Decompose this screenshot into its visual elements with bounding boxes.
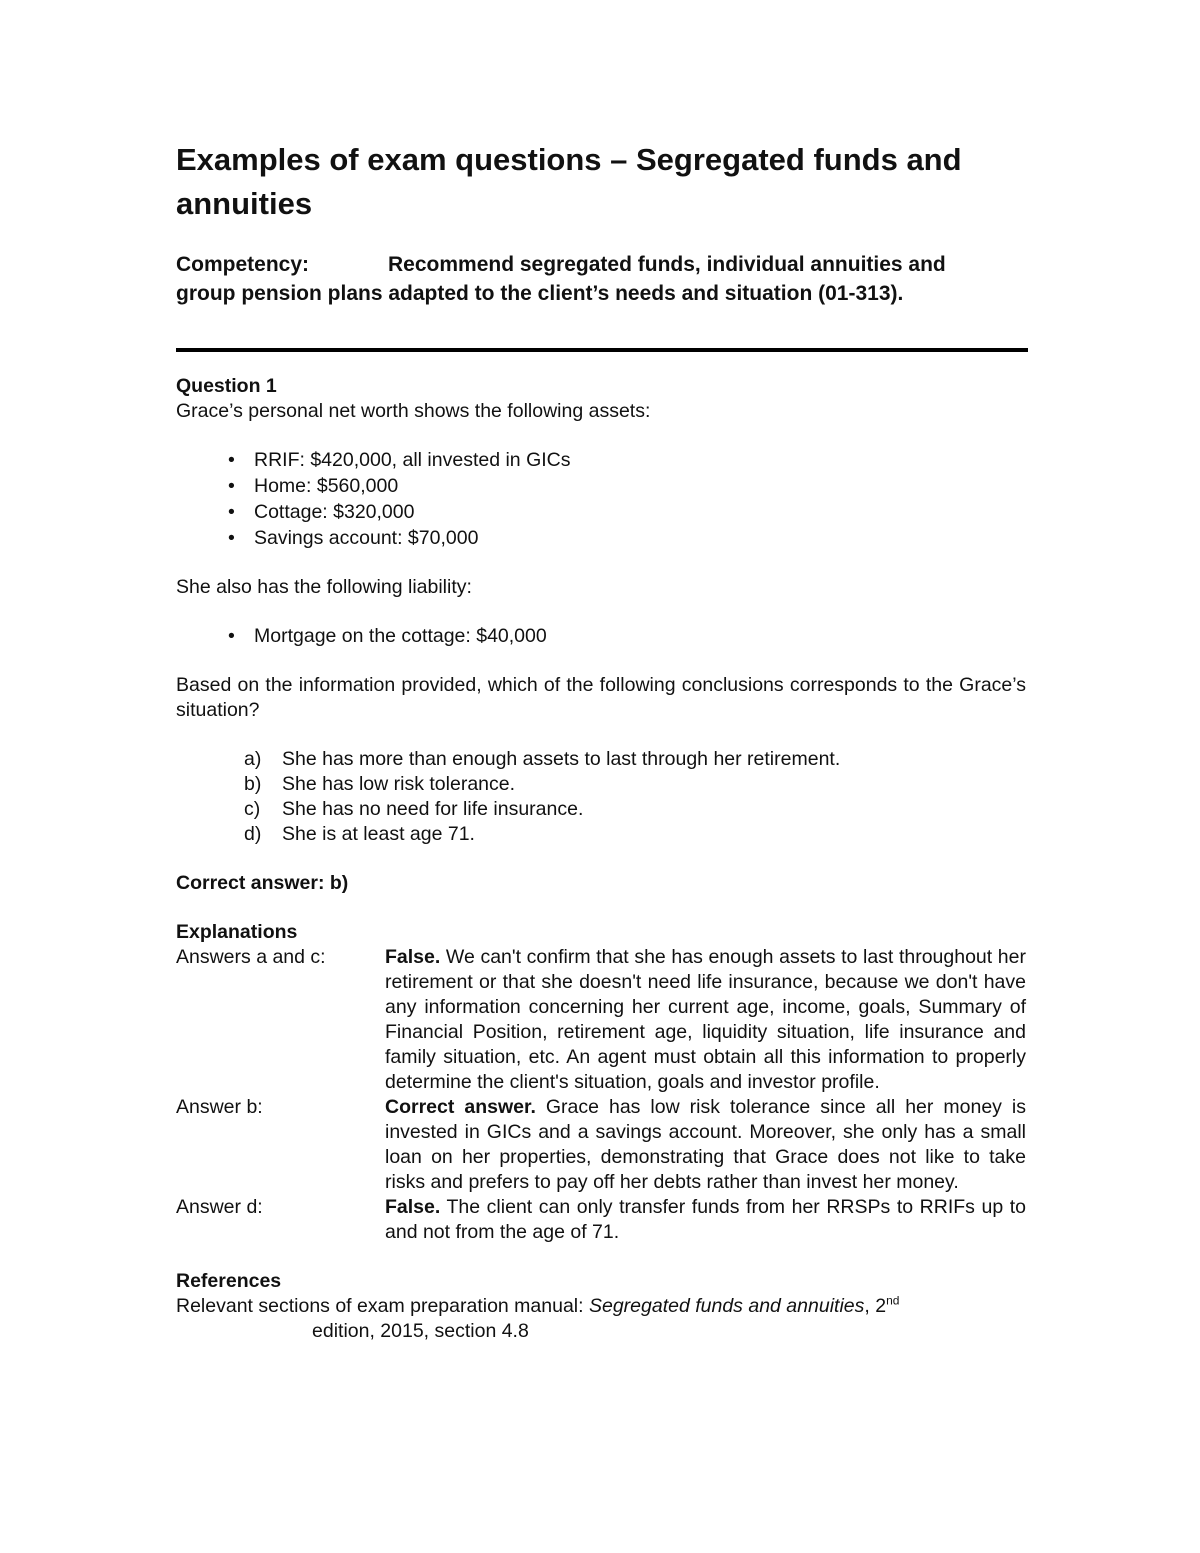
bullet-icon: • — [228, 449, 235, 471]
references-prefix: Relevant sections of exam preparation manual: — [176, 1295, 589, 1317]
explanation-target: Answer b: — [176, 1096, 263, 1118]
option-d — [176, 822, 1026, 847]
option-text: She is at least age 71. — [282, 823, 475, 845]
document-content — [176, 138, 1026, 1344]
competency-text-line-2: group pension plans adapted to the client’s needs and situation (01-313). — [176, 282, 904, 305]
question-prompt: Based on the information provided, which of the following conclusions corresponds to the Grace’s situation? — [176, 674, 1026, 721]
explanation-row — [176, 1095, 1026, 1195]
option-letter: c) — [244, 798, 261, 820]
explanations-heading: Explanations — [176, 921, 298, 943]
option-letter: a) — [244, 748, 262, 770]
references-text — [176, 1294, 1026, 1319]
liability-text: Mortgage on the cottage: $40,000 — [254, 625, 547, 647]
bullet-icon: • — [228, 527, 235, 549]
asset-text: Cottage: $320,000 — [254, 501, 415, 523]
liability-intro: She also has the following liability: — [176, 576, 472, 598]
answer-options — [176, 747, 1026, 847]
competency-text-line-1: Recommend segregated funds, individual annuities and — [388, 253, 946, 276]
section-divider — [176, 348, 1028, 352]
edition-superscript: nd — [886, 1293, 900, 1308]
references-heading: References — [176, 1270, 282, 1292]
question-intro: Grace’s personal net worth shows the following assets: — [176, 400, 651, 422]
asset-text: RRIF: $420,000, all invested in GICs — [254, 449, 571, 471]
competency-label: Competency: — [176, 253, 310, 276]
list-item — [176, 623, 1026, 649]
explanation-text: The client can only transfer funds from her RRSPs to RRIFs up to and not from the age of 71. — [385, 1196, 1026, 1243]
competency-block — [176, 250, 1026, 308]
explanation-body — [385, 945, 1026, 1095]
option-c — [176, 797, 1026, 822]
asset-text: Savings account: $70,000 — [254, 527, 479, 549]
manual-title: Segregated funds and annuities — [588, 1295, 865, 1317]
option-b — [176, 772, 1026, 797]
asset-text: Home: $560,000 — [254, 475, 399, 497]
bullet-icon: • — [228, 501, 235, 523]
option-text: She has more than enough assets to last through her retirement. — [282, 748, 841, 770]
explanation-text: We can't confirm that she has enough assets to last throughout her retirement or that she doesn't need life insurance, because we don't have any information concerning her current age, income, goals, Summary of Financial Position, retirement age, liquidity situation, life insurance and family situation, etc. An agent must obtain all this information to properly determine the client's situation, goals and investor profile. — [385, 946, 1026, 1093]
explanation-row — [176, 1195, 1026, 1245]
correct-answer: Correct answer: b) — [176, 872, 349, 894]
list-item — [176, 447, 1026, 473]
explanation-body — [385, 1095, 1026, 1195]
liabilities-list — [176, 623, 1026, 649]
explanation-row — [176, 945, 1026, 1095]
option-a — [176, 747, 1026, 772]
explanation-verdict: False. — [385, 1196, 441, 1218]
list-item — [176, 473, 1026, 499]
option-letter: d) — [244, 823, 262, 845]
explanation-verdict: Correct answer. — [385, 1096, 536, 1118]
explanation-target: Answers a and c: — [176, 946, 326, 968]
bullet-icon: • — [228, 475, 235, 497]
references-continuation: edition, 2015, section 4.8 — [312, 1320, 529, 1342]
list-item — [176, 525, 1026, 551]
explanation-target: Answer d: — [176, 1196, 263, 1218]
bullet-icon: • — [228, 625, 235, 647]
explanation-text: Grace has low risk tolerance since all her money is invested in GICs and a savings account. Moreover, she only has a small loan on her properties, demonstrating that Grace does not like to take risks and prefers to pay off her debts rather than invest her money. — [385, 1096, 1026, 1193]
list-item — [176, 499, 1026, 525]
question-heading: Question 1 — [176, 375, 277, 397]
explanation-body — [385, 1195, 1026, 1245]
explanation-verdict: False. — [385, 946, 441, 968]
option-letter: b) — [244, 773, 262, 795]
option-text: She has low risk tolerance. — [282, 773, 516, 795]
assets-list — [176, 447, 1026, 551]
document-title: Examples of exam questions – Segregated funds and annuities — [176, 142, 962, 221]
option-text: She has no need for life insurance. — [282, 798, 584, 820]
explanations-table — [176, 945, 1026, 1245]
references-edition: , 2 — [864, 1295, 887, 1317]
